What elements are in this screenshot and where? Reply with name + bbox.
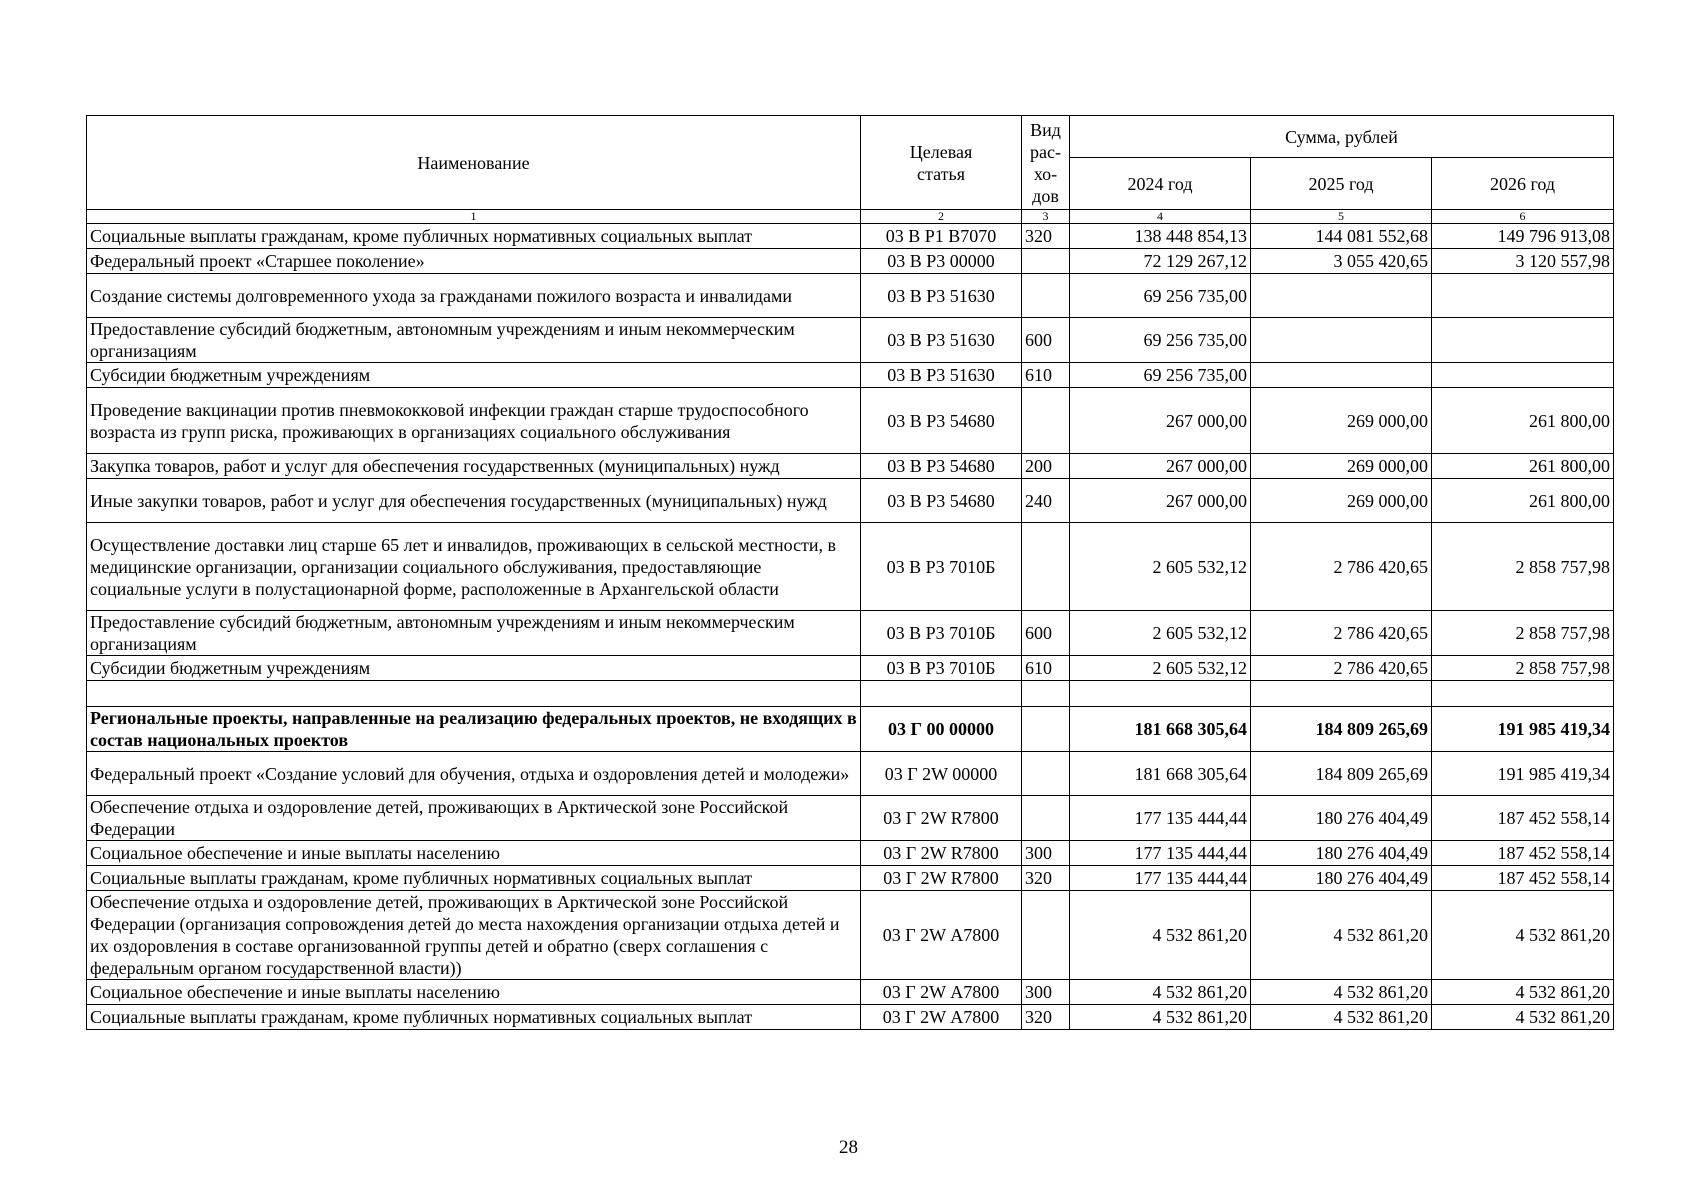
row-sum-2026: 191 985 419,34 bbox=[1432, 707, 1614, 752]
row-sum-2025: 2 786 420,65 bbox=[1251, 611, 1432, 656]
row-sum-2026: 4 532 861,20 bbox=[1432, 1005, 1614, 1030]
row-target-code: 03 В Р1 В7070 bbox=[861, 224, 1022, 249]
row-sum-2026: 149 796 913,08 bbox=[1432, 224, 1614, 249]
row-expense-type bbox=[1022, 523, 1070, 611]
table-row bbox=[87, 752, 1614, 796]
row-sum-2025: 269 000,00 bbox=[1251, 454, 1432, 479]
header-index-row bbox=[87, 210, 1614, 224]
row-name: Социальное обеспечение и иные выплаты населению bbox=[87, 841, 861, 866]
index-3: 3 bbox=[1022, 210, 1070, 224]
row-name: Предоставление субсидий бюджетным, автономным учреждениям и иным некоммерческим организациям bbox=[87, 611, 861, 656]
row-sum-2026: 2 858 757,98 bbox=[1432, 656, 1614, 681]
row-expense-type: 600 bbox=[1022, 318, 1070, 363]
row-target-code: 03 Г 2W А7800 bbox=[861, 980, 1022, 1005]
row-name: Иные закупки товаров, работ и услуг для обеспечения государственных (муниципальных) нужд bbox=[87, 479, 861, 523]
row-sum-2026: 3 120 557,98 bbox=[1432, 249, 1614, 274]
row-name: Социальные выплаты гражданам, кроме публичных нормативных социальных выплат bbox=[87, 1005, 861, 1030]
row-name: Обеспечение отдыха и оздоровление детей, проживающих в Арктической зоне Российской Федерации bbox=[87, 796, 861, 841]
row-expense-type: 320 bbox=[1022, 866, 1070, 891]
row-name: Осуществление доставки лиц старше 65 лет и инвалидов, проживающих в сельской местности, в медицинские организации, организации социального обслуживания, предоставляющие социальные услуги в полустационарной форме, расположенные в Архангельской области bbox=[87, 523, 861, 611]
row-target-code: 03 В Р3 7010Б bbox=[861, 611, 1022, 656]
row-expense-type bbox=[1022, 681, 1070, 707]
row-sum-2025: 4 532 861,20 bbox=[1251, 980, 1432, 1005]
table-row bbox=[87, 1005, 1614, 1030]
row-sum-2025: 144 081 552,68 bbox=[1251, 224, 1432, 249]
row-target-code: 03 В Р3 51630 bbox=[861, 318, 1022, 363]
table-row bbox=[87, 656, 1614, 681]
row-sum-2024: 181 668 305,64 bbox=[1070, 707, 1251, 752]
row-sum-2024: 2 605 532,12 bbox=[1070, 611, 1251, 656]
row-target-code: 03 Г 2W А7800 bbox=[861, 1005, 1022, 1030]
table-row bbox=[87, 980, 1614, 1005]
row-sum-2024 bbox=[1070, 681, 1251, 707]
row-expense-type: 610 bbox=[1022, 656, 1070, 681]
row-expense-type: 320 bbox=[1022, 224, 1070, 249]
row-expense-type bbox=[1022, 274, 1070, 318]
index-2: 2 bbox=[861, 210, 1022, 224]
index-4: 4 bbox=[1070, 210, 1251, 224]
row-sum-2025: 180 276 404,49 bbox=[1251, 866, 1432, 891]
row-expense-type bbox=[1022, 249, 1070, 274]
row-target-code: 03 В Р3 54680 bbox=[861, 454, 1022, 479]
row-sum-2024: 267 000,00 bbox=[1070, 388, 1251, 454]
row-name: Региональные проекты, направленные на реализацию федеральных проектов, не входящих в состав национальных проектов bbox=[87, 707, 861, 752]
row-sum-2024: 177 135 444,44 bbox=[1070, 796, 1251, 841]
row-sum-2026 bbox=[1432, 318, 1614, 363]
row-sum-2025: 180 276 404,49 bbox=[1251, 841, 1432, 866]
row-name: Социальные выплаты гражданам, кроме публичных нормативных социальных выплат bbox=[87, 866, 861, 891]
header-target: Целевая статья bbox=[861, 116, 1022, 210]
row-target-code: 03 Г 2W R7800 bbox=[861, 796, 1022, 841]
row-sum-2024: 267 000,00 bbox=[1070, 479, 1251, 523]
row-name: Создание системы долговременного ухода за гражданами пожилого возраста и инвалидами bbox=[87, 274, 861, 318]
row-name: Закупка товаров, работ и услуг для обеспечения государственных (муниципальных) нужд bbox=[87, 454, 861, 479]
row-sum-2024: 138 448 854,13 bbox=[1070, 224, 1251, 249]
row-sum-2025 bbox=[1251, 318, 1432, 363]
budget-table bbox=[86, 115, 1614, 1030]
row-sum-2026 bbox=[1432, 274, 1614, 318]
table-row bbox=[87, 224, 1614, 249]
row-expense-type: 610 bbox=[1022, 363, 1070, 388]
row-sum-2026: 2 858 757,98 bbox=[1432, 523, 1614, 611]
table-row bbox=[87, 318, 1614, 363]
row-expense-type: 300 bbox=[1022, 980, 1070, 1005]
row-sum-2024: 69 256 735,00 bbox=[1070, 363, 1251, 388]
table-row bbox=[87, 363, 1614, 388]
row-expense-type bbox=[1022, 752, 1070, 796]
row-sum-2024: 69 256 735,00 bbox=[1070, 274, 1251, 318]
row-sum-2026: 261 800,00 bbox=[1432, 388, 1614, 454]
row-name: Социальное обеспечение и иные выплаты населению bbox=[87, 980, 861, 1005]
row-sum-2026: 4 532 861,20 bbox=[1432, 891, 1614, 980]
index-5: 5 bbox=[1251, 210, 1432, 224]
table-row bbox=[87, 274, 1614, 318]
row-sum-2025: 2 786 420,65 bbox=[1251, 656, 1432, 681]
row-target-code: 03 Г 00 00000 bbox=[861, 707, 1022, 752]
row-name: Проведение вакцинации против пневмококковой инфекции граждан старше трудоспособного возраста из групп риска, проживающих в организациях социального обслуживания bbox=[87, 388, 861, 454]
row-expense-type: 320 bbox=[1022, 1005, 1070, 1030]
row-sum-2025 bbox=[1251, 681, 1432, 707]
table-row bbox=[87, 891, 1614, 980]
row-sum-2026 bbox=[1432, 363, 1614, 388]
row-sum-2026: 191 985 419,34 bbox=[1432, 752, 1614, 796]
table-body bbox=[87, 224, 1614, 1030]
row-sum-2026: 187 452 558,14 bbox=[1432, 796, 1614, 841]
row-sum-2026: 261 800,00 bbox=[1432, 454, 1614, 479]
row-sum-2026: 2 858 757,98 bbox=[1432, 611, 1614, 656]
row-expense-type: 240 bbox=[1022, 479, 1070, 523]
row-expense-type bbox=[1022, 891, 1070, 980]
row-sum-2024: 4 532 861,20 bbox=[1070, 980, 1251, 1005]
row-sum-2024: 181 668 305,64 bbox=[1070, 752, 1251, 796]
row-sum-2025 bbox=[1251, 363, 1432, 388]
row-sum-2024: 72 129 267,12 bbox=[1070, 249, 1251, 274]
row-target-code: 03 В Р3 51630 bbox=[861, 274, 1022, 318]
header-name: Наименование bbox=[87, 116, 861, 210]
row-name: Федеральный проект «Создание условий для обучения, отдыха и оздоровления детей и молодежи» bbox=[87, 752, 861, 796]
row-sum-2024: 2 605 532,12 bbox=[1070, 656, 1251, 681]
row-expense-type bbox=[1022, 796, 1070, 841]
row-sum-2024: 2 605 532,12 bbox=[1070, 523, 1251, 611]
row-sum-2026: 187 452 558,14 bbox=[1432, 866, 1614, 891]
row-target-code: 03 В Р3 00000 bbox=[861, 249, 1022, 274]
row-expense-type: 600 bbox=[1022, 611, 1070, 656]
row-sum-2026: 4 532 861,20 bbox=[1432, 980, 1614, 1005]
header-row-1 bbox=[87, 116, 1614, 158]
table-row bbox=[87, 611, 1614, 656]
table-row bbox=[87, 866, 1614, 891]
table-row bbox=[87, 523, 1614, 611]
row-sum-2025: 2 786 420,65 bbox=[1251, 523, 1432, 611]
table-row bbox=[87, 707, 1614, 752]
row-name: Социальные выплаты гражданам, кроме публичных нормативных социальных выплат bbox=[87, 224, 861, 249]
row-sum-2024: 4 532 861,20 bbox=[1070, 1005, 1251, 1030]
row-sum-2025: 4 532 861,20 bbox=[1251, 1005, 1432, 1030]
row-sum-2025: 269 000,00 bbox=[1251, 388, 1432, 454]
header-year-2025: 2025 год bbox=[1251, 158, 1432, 210]
row-sum-2025: 184 809 265,69 bbox=[1251, 752, 1432, 796]
table-row bbox=[87, 841, 1614, 866]
row-sum-2024: 4 532 861,20 bbox=[1070, 891, 1251, 980]
row-sum-2026: 187 452 558,14 bbox=[1432, 841, 1614, 866]
row-sum-2024: 267 000,00 bbox=[1070, 454, 1251, 479]
row-name: Обеспечение отдыха и оздоровление детей, проживающих в Арктической зоне Российской Федерации (организация сопровождения детей до места нахождения организации отдыха детей и их оздоровления в составе организованной группы детей и обратно (сверх соглашения с федеральным органом государственной власти)) bbox=[87, 891, 861, 980]
page-number: 28 bbox=[839, 1137, 858, 1158]
header-expense-type: Вид рас- хо- дов bbox=[1022, 116, 1070, 210]
table-row bbox=[87, 479, 1614, 523]
row-sum-2024: 177 135 444,44 bbox=[1070, 866, 1251, 891]
row-name: Субсидии бюджетным учреждениям bbox=[87, 363, 861, 388]
row-target-code: 03 В Р3 51630 bbox=[861, 363, 1022, 388]
row-sum-2026 bbox=[1432, 681, 1614, 707]
row-target-code: 03 В Р3 54680 bbox=[861, 479, 1022, 523]
row-sum-2025: 3 055 420,65 bbox=[1251, 249, 1432, 274]
row-expense-type: 300 bbox=[1022, 841, 1070, 866]
row-target-code: 03 Г 2W R7800 bbox=[861, 841, 1022, 866]
row-sum-2025: 180 276 404,49 bbox=[1251, 796, 1432, 841]
row-target-code: 03 Г 2W А7800 bbox=[861, 891, 1022, 980]
row-sum-2024: 69 256 735,00 bbox=[1070, 318, 1251, 363]
row-sum-2024: 177 135 444,44 bbox=[1070, 841, 1251, 866]
table-row bbox=[87, 681, 1614, 707]
header-year-2024: 2024 год bbox=[1070, 158, 1251, 210]
row-name: Предоставление субсидий бюджетным, автономным учреждениям и иным некоммерческим организациям bbox=[87, 318, 861, 363]
row-target-code: 03 В Р3 54680 bbox=[861, 388, 1022, 454]
row-name bbox=[87, 681, 861, 707]
row-target-code: 03 Г 2W 00000 bbox=[861, 752, 1022, 796]
row-expense-type: 200 bbox=[1022, 454, 1070, 479]
table-row bbox=[87, 388, 1614, 454]
row-target-code bbox=[861, 681, 1022, 707]
header-sum: Сумма, рублей bbox=[1070, 116, 1614, 158]
table-row bbox=[87, 249, 1614, 274]
header-year-2026: 2026 год bbox=[1432, 158, 1614, 210]
row-name: Федеральный проект «Старшее поколение» bbox=[87, 249, 861, 274]
row-target-code: 03 В Р3 7010Б bbox=[861, 656, 1022, 681]
row-target-code: 03 Г 2W R7800 bbox=[861, 866, 1022, 891]
table-row bbox=[87, 454, 1614, 479]
row-expense-type bbox=[1022, 388, 1070, 454]
row-name: Субсидии бюджетным учреждениям bbox=[87, 656, 861, 681]
row-sum-2026: 261 800,00 bbox=[1432, 479, 1614, 523]
row-sum-2025: 269 000,00 bbox=[1251, 479, 1432, 523]
row-sum-2025: 184 809 265,69 bbox=[1251, 707, 1432, 752]
row-sum-2025 bbox=[1251, 274, 1432, 318]
index-6: 6 bbox=[1432, 210, 1614, 224]
row-sum-2025: 4 532 861,20 bbox=[1251, 891, 1432, 980]
row-expense-type bbox=[1022, 707, 1070, 752]
table-row bbox=[87, 796, 1614, 841]
index-1: 1 bbox=[87, 210, 861, 224]
row-target-code: 03 В Р3 7010Б bbox=[861, 523, 1022, 611]
